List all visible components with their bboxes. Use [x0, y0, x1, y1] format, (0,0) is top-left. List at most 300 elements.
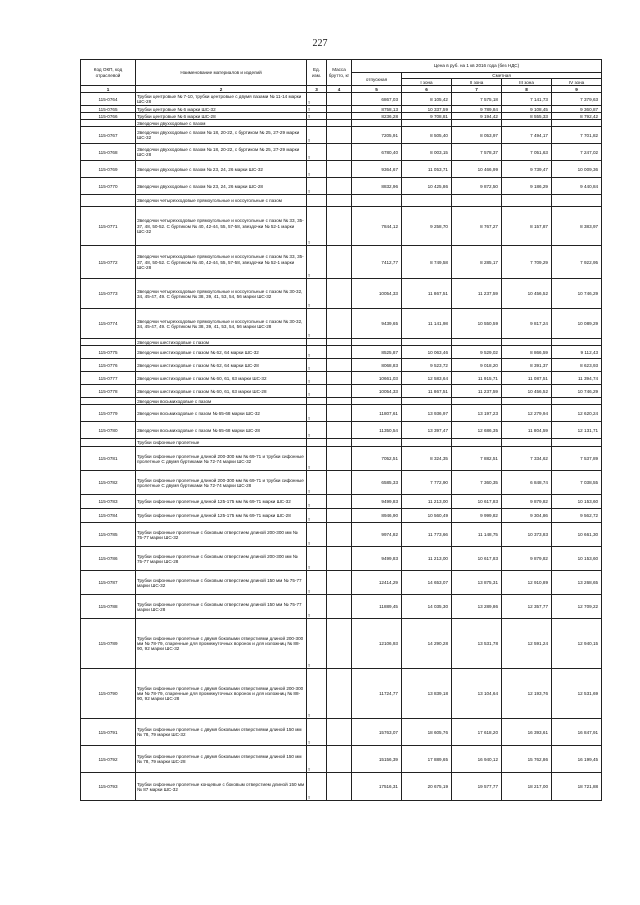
zone-2-price: 10 550,59	[452, 309, 502, 339]
item-name: Трубки сифонные пролетные	[136, 439, 307, 447]
item-unit	[307, 439, 327, 447]
item-unit: т	[307, 161, 327, 178]
item-unit: т	[307, 246, 327, 279]
zone-2-price: 11 915,71	[452, 372, 502, 385]
item-mass	[327, 207, 352, 246]
table-row	[81, 523, 602, 547]
section-row	[81, 339, 602, 346]
item-name: Звездочки четырехходовые прямоугольные и косоугольные с пазом № 33, 35-37, 48, 50-52. С буртиком № 40, 42-44, 55, 57-58, звездочки № 52-1 марки ШС-28	[136, 246, 307, 279]
zone-4-price: 9 112,43	[552, 346, 602, 359]
release-price: 10661,03	[352, 372, 402, 385]
table-row	[81, 509, 602, 523]
zone-4-price: 13 268,65	[552, 571, 602, 595]
release-price	[352, 339, 402, 346]
table-row	[81, 246, 602, 279]
zone-4-price: 7 537,89	[552, 447, 602, 471]
zone-1-price: 14 290,28	[402, 619, 452, 669]
column-number-row	[81, 86, 602, 93]
item-name: Трубки сифонные пролетные длиной 200-300 мм № 69-71 и трубки сифонные пролетные С двумя буртиками № 72-74 марки ШС-32	[136, 447, 307, 471]
release-price: 8758,13	[352, 106, 402, 113]
release-price: 10054,33	[352, 385, 402, 398]
zone-3-price: 6 848,74	[502, 471, 552, 495]
section-row	[81, 398, 602, 405]
zone-3-price: 10 456,52	[502, 385, 552, 398]
item-code	[81, 195, 136, 207]
item-unit: т	[307, 106, 327, 113]
zone-2-price: 13 104,64	[452, 669, 502, 719]
item-name: Трубки сифонные пролетные с боковым отверстием длиной 150 мм № 75-77 марки ШС-28	[136, 595, 307, 619]
zone-1-price	[402, 195, 452, 207]
zone-3-price	[502, 120, 552, 127]
item-mass	[327, 178, 352, 195]
zone-3-price	[502, 398, 552, 405]
item-mass	[327, 127, 352, 144]
table-row	[81, 547, 602, 571]
item-mass	[327, 372, 352, 385]
zone-1-price: 12 583,64	[402, 372, 452, 385]
item-mass	[327, 195, 352, 207]
item-name: Звездочки двухходовые с пазом № 18, 20-22, с буртиком № 25, 27-29 марки ШС-28	[136, 144, 307, 161]
zone-2-price: 13 531,78	[452, 619, 502, 669]
zone-3-price: 11 087,51	[502, 372, 552, 385]
item-name: Звездочки шестиходовые с пазом № 60, 61, 63 марки ШС-28	[136, 385, 307, 398]
section-row	[81, 439, 602, 447]
header-price-group: Цена в руб. на 1 кв 2016 года (без НДС)	[352, 60, 602, 73]
release-price: 9439,65	[352, 309, 402, 339]
zone-4-price	[552, 398, 602, 405]
item-name: Трубки центровые № 7-10, трубки центровые с двумя пазами № 11-14 марки ШС-28	[136, 93, 307, 106]
table-row	[81, 93, 602, 106]
column-number: 4	[327, 86, 352, 93]
zone-3-price: 12 193,76	[502, 669, 552, 719]
zone-2-price: 11 237,59	[452, 385, 502, 398]
zone-2-price	[452, 120, 502, 127]
zone-4-price: 9 562,72	[552, 509, 602, 523]
item-code: 115-0765	[81, 106, 136, 113]
item-unit: т	[307, 495, 327, 509]
zone-4-price: 12 709,22	[552, 595, 602, 619]
zone-2-price: 7 882,51	[452, 447, 502, 471]
item-code: 115-0780	[81, 422, 136, 439]
zone-3-price: 12 357,77	[502, 595, 552, 619]
item-name: Трубки сифонные пролетные с боковым отверстием длиной 200-300 мм № 75-77 марки ШС-32	[136, 523, 307, 547]
zone-4-price	[552, 195, 602, 207]
zone-3-price	[502, 339, 552, 346]
zone-1-price: 10 560,49	[402, 509, 452, 523]
release-price: 8236,28	[352, 113, 402, 120]
zone-1-price: 11 213,00	[402, 495, 452, 509]
table-row	[81, 495, 602, 509]
table-row	[81, 161, 602, 178]
zone-1-price: 11 867,51	[402, 279, 452, 309]
item-name: Трубки сифонные пролетные с двумя боковыми отверстиями длиной 200-300 мм № 78-79, спаренные для промежуточных воронок и для изложниц № 88-90, 92 марки ШС-32	[136, 619, 307, 669]
zone-2-price	[452, 398, 502, 405]
table-row	[81, 471, 602, 495]
item-unit: т	[307, 547, 327, 571]
item-code: 115-0771	[81, 207, 136, 246]
zone-4-price: 10 153,60	[552, 547, 602, 571]
item-unit	[307, 120, 327, 127]
item-unit: т	[307, 144, 327, 161]
item-unit: т	[307, 279, 327, 309]
zone-4-price: 8 623,93	[552, 359, 602, 372]
table-row	[81, 571, 602, 595]
zone-3-price: 9 186,29	[502, 178, 552, 195]
zone-2-price: 8 767,27	[452, 207, 502, 246]
item-mass	[327, 571, 352, 595]
zone-3-price: 7 494,17	[502, 127, 552, 144]
table-row	[81, 106, 602, 113]
release-price	[352, 195, 402, 207]
item-code: 115-0766	[81, 113, 136, 120]
zone-3-price: 10 456,52	[502, 279, 552, 309]
item-name: Звездочки двухходовые с пазом № 18, 20-22, с буртиком № 25, 27-29 марки ШС-32	[136, 127, 307, 144]
zone-2-price: 17 618,20	[452, 719, 502, 746]
item-code: 115-0792	[81, 746, 136, 773]
release-price: 9499,83	[352, 495, 402, 509]
zone-1-price	[402, 120, 452, 127]
column-number: 9	[552, 86, 602, 93]
table-row	[81, 279, 602, 309]
table-row	[81, 113, 602, 120]
table-row	[81, 385, 602, 398]
release-price: 6585,33	[352, 471, 402, 495]
release-price: 8525,87	[352, 346, 402, 359]
zone-2-price: 19 577,77	[452, 773, 502, 801]
zone-3-price: 18 217,00	[502, 773, 552, 801]
item-name: Трубки сифонные пролетные с боковым отверстием длиной 200-300 мм № 75-77 марки ШС-28	[136, 547, 307, 571]
item-mass	[327, 246, 352, 279]
table-row	[81, 346, 602, 359]
item-name: Трубки сифонные пролетные с двумя боковыми отверстиями длиной 200-300 мм № 78-79, спаренные для промежуточных воронок и для изложниц № 88-90, 92 марки ШС-28	[136, 669, 307, 719]
zone-1-price	[402, 339, 452, 346]
zone-4-price: 7 379,63	[552, 93, 602, 106]
zone-2-price	[452, 439, 502, 447]
zone-2-price	[452, 339, 502, 346]
item-name: Трубки сифонные пролетные с двумя боковыми отверстиями длиной 150 мм № 78, 79 марки ШС-28	[136, 746, 307, 773]
table-row	[81, 359, 602, 372]
zone-3-price: 12 910,89	[502, 571, 552, 595]
item-unit: т	[307, 127, 327, 144]
release-price: 11807,61	[352, 405, 402, 422]
item-mass	[327, 113, 352, 120]
item-mass	[327, 359, 352, 372]
zone-2-price: 7 578,37	[452, 144, 502, 161]
table-row	[81, 619, 602, 669]
header-zone-2: II зона	[452, 79, 502, 86]
zone-4-price: 12 131,71	[552, 422, 602, 439]
zone-1-price: 8 324,35	[402, 447, 452, 471]
item-mass	[327, 339, 352, 346]
column-number: 8	[502, 86, 552, 93]
release-price: 7052,51	[352, 447, 402, 471]
zone-4-price	[552, 339, 602, 346]
item-code: 115-0788	[81, 595, 136, 619]
item-mass	[327, 439, 352, 447]
item-unit: т	[307, 669, 327, 719]
column-number: 3	[307, 86, 327, 93]
release-price: 10054,33	[352, 279, 402, 309]
item-mass	[327, 279, 352, 309]
zone-1-price	[402, 398, 452, 405]
item-unit: т	[307, 346, 327, 359]
item-unit: т	[307, 309, 327, 339]
item-mass	[327, 669, 352, 719]
zone-3-price	[502, 195, 552, 207]
item-unit: т	[307, 359, 327, 372]
zone-1-price: 11 867,51	[402, 385, 452, 398]
item-mass	[327, 619, 352, 669]
release-price: 11724,77	[352, 669, 402, 719]
release-price: 8946,90	[352, 509, 402, 523]
header-name: Наименование материалов и изделий	[136, 60, 307, 86]
header-code: Код ОКП, код отраслевой	[81, 60, 136, 86]
zone-4-price: 10 153,60	[552, 495, 602, 509]
zone-1-price: 17 889,65	[402, 746, 452, 773]
item-unit: т	[307, 595, 327, 619]
item-mass	[327, 523, 352, 547]
zone-3-price	[502, 439, 552, 447]
item-name: Звездочки четырехходовые прямоугольные и косоугольные с пазом	[136, 195, 307, 207]
zone-1-price: 9 258,70	[402, 207, 452, 246]
zone-2-price: 7 575,18	[452, 93, 502, 106]
zone-1-price: 14 653,07	[402, 571, 452, 595]
release-price: 7844,12	[352, 207, 402, 246]
item-unit: т	[307, 719, 327, 746]
zone-1-price: 9 523,72	[402, 359, 452, 372]
item-unit	[307, 195, 327, 207]
zone-4-price: 9 440,84	[552, 178, 602, 195]
zone-2-price: 7 360,35	[452, 471, 502, 495]
zone-1-price: 11 053,71	[402, 161, 452, 178]
item-name: Звездочки двухходовые с пазом № 23, 24, 26 марки ШС-28	[136, 178, 307, 195]
table-row	[81, 178, 602, 195]
header-estimate: Сметная	[402, 73, 602, 79]
item-name: Звездочки четырехходовые прямоугольные и косоугольные с пазом № 30-32, 34, 45-47, 49. С буртиком № 38, 39, 41, 53, 54, 56 марки ШС-32	[136, 279, 307, 309]
zone-1-price: 10 425,86	[402, 178, 452, 195]
zone-2-price: 10 466,99	[452, 161, 502, 178]
zone-4-price: 10 089,29	[552, 309, 602, 339]
table-row	[81, 773, 602, 801]
item-mass	[327, 398, 352, 405]
item-name: Трубки центровые № 6 марки ШС-32	[136, 106, 307, 113]
zone-3-price: 8 866,59	[502, 346, 552, 359]
price-table	[80, 59, 602, 801]
release-price: 15156,39	[352, 746, 402, 773]
zone-3-price: 9 108,45	[502, 106, 552, 113]
zone-4-price: 7 038,55	[552, 471, 602, 495]
item-unit	[307, 398, 327, 405]
item-code: 115-0785	[81, 523, 136, 547]
zone-1-price: 11 213,00	[402, 547, 452, 571]
item-unit: т	[307, 571, 327, 595]
zone-4-price: 7 247,02	[552, 144, 602, 161]
item-code: 115-0770	[81, 178, 136, 195]
zone-4-price: 9 360,87	[552, 106, 602, 113]
item-code: 115-0774	[81, 309, 136, 339]
item-mass	[327, 447, 352, 471]
release-price: 7412,77	[352, 246, 402, 279]
item-mass	[327, 309, 352, 339]
table-row	[81, 207, 602, 246]
table-row	[81, 719, 602, 746]
item-name: Звездочки восьмиходовые с пазом	[136, 398, 307, 405]
item-code: 115-0773	[81, 279, 136, 309]
zone-2-price: 11 237,59	[452, 279, 502, 309]
page-number: 227	[312, 38, 328, 49]
release-price: 9499,83	[352, 547, 402, 571]
zone-4-price: 10 661,30	[552, 523, 602, 547]
column-number: 2	[136, 86, 307, 93]
item-unit: т	[307, 178, 327, 195]
item-name: Трубки центровые № 6 марки ШС-28	[136, 113, 307, 120]
header-mass: Масса брутто, кг	[327, 60, 352, 86]
item-code: 115-0764	[81, 93, 136, 106]
item-code	[81, 339, 136, 346]
zone-4-price: 16 199,45	[552, 746, 602, 773]
item-name: Трубки сифонные пролетные концевые с боковым отверстием длиной 150 мм № 87 марки ШС-32	[136, 773, 307, 801]
header-zone-4: IV зона	[552, 79, 602, 86]
item-code	[81, 439, 136, 447]
item-name: Звездочки шестиходовые с пазом № 62, 64 марки ШС-32	[136, 346, 307, 359]
table-body	[81, 93, 602, 801]
header-zone-1: I зона	[402, 79, 452, 86]
item-name: Трубки сифонные пролетные с двумя боковыми отверстиями длиной 150 мм № 78, 79 марки ШС-32	[136, 719, 307, 746]
column-number: 7	[452, 86, 502, 93]
zone-2-price: 13 197,23	[452, 405, 502, 422]
zone-1-price	[402, 439, 452, 447]
release-price: 6780,40	[352, 144, 402, 161]
zone-4-price: 7 922,95	[552, 246, 602, 279]
release-price: 7205,91	[352, 127, 402, 144]
release-price	[352, 398, 402, 405]
item-mass	[327, 495, 352, 509]
zone-4-price: 11 394,74	[552, 372, 602, 385]
item-unit: т	[307, 93, 327, 106]
item-code: 115-0777	[81, 372, 136, 385]
table-row	[81, 405, 602, 422]
item-mass	[327, 509, 352, 523]
item-unit	[307, 339, 327, 346]
table-row	[81, 447, 602, 471]
release-price	[352, 120, 402, 127]
item-name: Трубки сифонные пролетные длиной 125-175 мм № 69-71 марки ШС-32	[136, 495, 307, 509]
zone-2-price: 8 053,97	[452, 127, 502, 144]
zone-2-price: 9 194,42	[452, 113, 502, 120]
zone-2-price: 10 617,83	[452, 495, 502, 509]
zone-2-price: 9 789,84	[452, 106, 502, 113]
item-code: 115-0781	[81, 447, 136, 471]
item-code: 115-0793	[81, 773, 136, 801]
zone-1-price: 13 936,97	[402, 405, 452, 422]
table-row	[81, 669, 602, 719]
item-code: 115-0778	[81, 385, 136, 398]
item-code: 115-0779	[81, 405, 136, 422]
zone-3-price: 15 762,86	[502, 746, 552, 773]
zone-3-price: 16 393,61	[502, 719, 552, 746]
item-unit: т	[307, 422, 327, 439]
item-mass	[327, 471, 352, 495]
item-mass	[327, 719, 352, 746]
item-unit: т	[307, 523, 327, 547]
zone-4-price: 7 701,82	[552, 127, 602, 144]
zone-4-price: 12 940,15	[552, 619, 602, 669]
column-number: 6	[402, 86, 452, 93]
item-name: Трубки сифонные пролетные с боковым отверстием длиной 150 мм № 75-77 марки ШС-32	[136, 571, 307, 595]
item-name: Звездочки восьмиходовые с пазом № 65-68 марки ШС-28	[136, 422, 307, 439]
table-row	[81, 309, 602, 339]
item-name: Звездочки восьмиходовые с пазом № 65-68 марки ШС-32	[136, 405, 307, 422]
zone-3-price: 9 304,86	[502, 509, 552, 523]
zone-2-price: 9 872,50	[452, 178, 502, 195]
item-unit: т	[307, 619, 327, 669]
zone-2-price: 11 148,75	[452, 523, 502, 547]
item-code: 115-0787	[81, 571, 136, 595]
column-number: 5	[352, 86, 402, 93]
zone-3-price: 11 804,59	[502, 422, 552, 439]
zone-4-price	[552, 120, 602, 127]
zone-1-price: 13 839,18	[402, 669, 452, 719]
item-name: Звездочки шестиходовые с пазом № 60, 61, 63 марки ШС-32	[136, 372, 307, 385]
item-mass	[327, 106, 352, 113]
zone-4-price	[552, 439, 602, 447]
zone-4-price: 8 383,97	[552, 207, 602, 246]
header-zone-3: III зона	[502, 79, 552, 86]
table-row	[81, 372, 602, 385]
release-price: 17516,31	[352, 773, 402, 801]
item-mass	[327, 161, 352, 178]
zone-3-price: 8 555,33	[502, 113, 552, 120]
item-code	[81, 120, 136, 127]
item-code: 115-0768	[81, 144, 136, 161]
zone-2-price: 10 617,83	[452, 547, 502, 571]
release-price: 12106,93	[352, 619, 402, 669]
zone-2-price: 9 529,02	[452, 346, 502, 359]
release-price: 9974,82	[352, 523, 402, 547]
zone-1-price: 8 749,58	[402, 246, 452, 279]
item-unit: т	[307, 773, 327, 801]
item-code	[81, 398, 136, 405]
item-name: Трубки сифонные пролетные длиной 200-300 мм № 69-71 и трубки сифонные пролетные С двумя буртиками № 72-74 марки ШС-28	[136, 471, 307, 495]
release-price: 8832,96	[352, 178, 402, 195]
item-code: 115-0784	[81, 509, 136, 523]
zone-1-price: 18 605,76	[402, 719, 452, 746]
zone-1-price: 10 337,59	[402, 106, 452, 113]
zone-4-price: 8 792,42	[552, 113, 602, 120]
item-unit: т	[307, 509, 327, 523]
zone-3-price: 7 051,63	[502, 144, 552, 161]
item-unit: т	[307, 113, 327, 120]
table-row	[81, 127, 602, 144]
item-name: Звездочки двухходовые с пазом № 23, 24, 26 марки ШС-32	[136, 161, 307, 178]
zone-2-price: 9 018,20	[452, 359, 502, 372]
zone-1-price: 11 773,66	[402, 523, 452, 547]
zone-1-price: 7 772,90	[402, 471, 452, 495]
zone-3-price: 7 709,29	[502, 246, 552, 279]
item-unit: т	[307, 372, 327, 385]
zone-2-price: 12 686,35	[452, 422, 502, 439]
item-name: Звездочки шестиходовые с пазом № 62, 64 марки ШС-28	[136, 359, 307, 372]
item-code: 115-0775	[81, 346, 136, 359]
item-name: Трубки сифонные пролетные длиной 125-175 мм № 69-71 марки ШС-28	[136, 509, 307, 523]
zone-3-price: 9 879,82	[502, 495, 552, 509]
zone-4-price: 10 746,29	[552, 279, 602, 309]
item-unit: т	[307, 746, 327, 773]
zone-1-price: 8 505,40	[402, 127, 452, 144]
zone-3-price: 8 391,37	[502, 359, 552, 372]
zone-3-price: 10 373,83	[502, 523, 552, 547]
zone-3-price: 7 334,62	[502, 447, 552, 471]
